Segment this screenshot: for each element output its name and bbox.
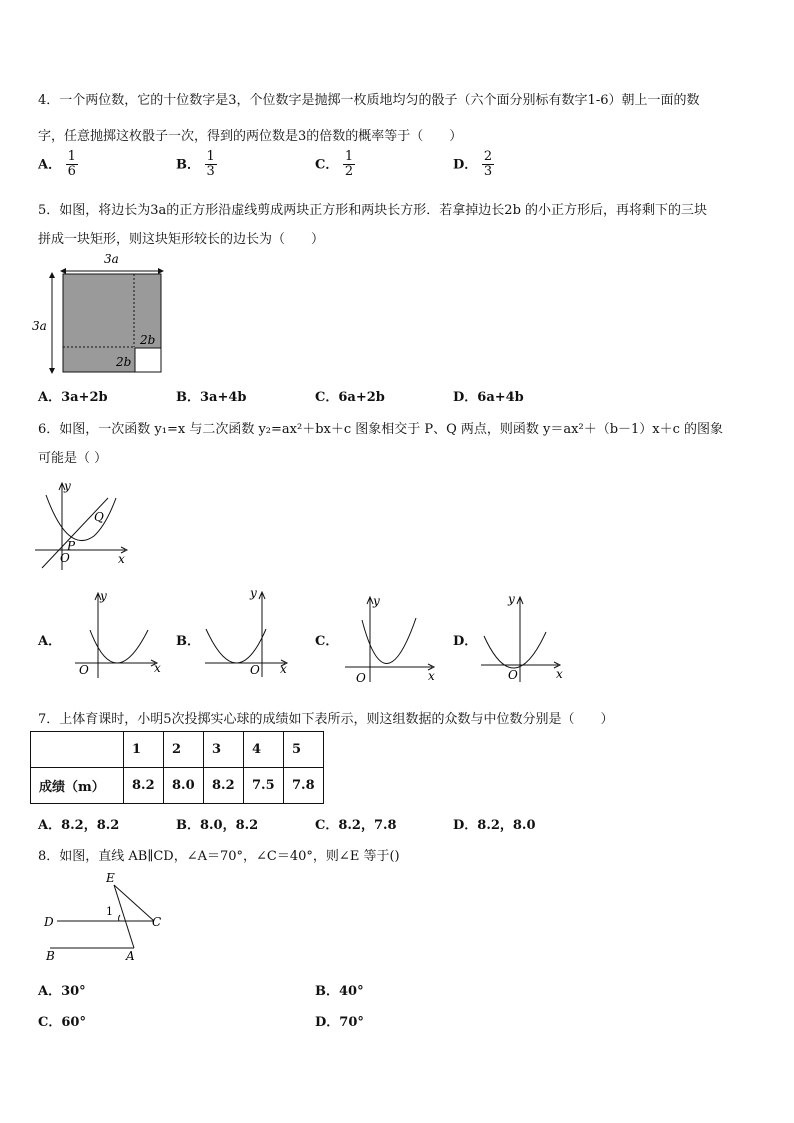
q5-line2: 拼成一块矩形，则这块矩形较长的边长为（ ）: [38, 232, 325, 247]
small-square: [135, 348, 161, 372]
q5-square-figure: [30, 248, 180, 378]
q5-option-a: A．3a+2b: [38, 390, 108, 405]
svg-text:y: y: [373, 594, 380, 608]
table-cell: 3: [204, 732, 244, 768]
table-cell: 1: [124, 732, 164, 768]
label-d: D: [44, 915, 54, 929]
q7-option-c: C．8.2，7.8: [315, 818, 397, 833]
table-header-row: [31, 732, 324, 768]
q8-text: 8．如图，直线 AB∥CD，∠A＝70°，∠C＝40°，则∠E 等于(): [38, 849, 400, 864]
parabola: [90, 630, 148, 663]
table-row: [31, 768, 324, 804]
svg-text:O: O: [356, 671, 366, 685]
inner-label-bottom: 2b: [116, 355, 132, 369]
x-label: x: [118, 552, 125, 566]
svg-text:x: x: [428, 669, 435, 683]
table-cell: 4: [244, 732, 284, 768]
q6-option-c-graph: [340, 590, 445, 690]
table-cell: 8.0: [164, 768, 204, 804]
inner-label-right: 2b: [140, 333, 156, 347]
svg-text:O: O: [508, 668, 518, 682]
q5-option-c: C．6a+2b: [315, 390, 385, 405]
svg-text:y: y: [250, 586, 257, 600]
q5-option-b: B．3a+4b: [176, 390, 247, 405]
table-cell: 8.2: [204, 768, 244, 804]
q8-option-d: D．70°: [315, 1015, 364, 1030]
q5-option-d: D．6a+4b: [453, 390, 524, 405]
table-cell: 7.8: [284, 768, 324, 804]
fraction: $\frac{2}{3}$: [483, 149, 493, 180]
q4-line1: 4．一个两位数，它的十位数字是3，个位数字是抛掷一枚质地均匀的骰子（六个面分别标有数字1-6）朝上一面的数: [38, 93, 700, 108]
svg-text:O: O: [250, 663, 260, 677]
table-cell: 2: [164, 732, 204, 768]
table-cell: 5: [284, 732, 324, 768]
left-dimension-label: 3a: [32, 319, 47, 333]
parabola: [206, 629, 266, 663]
parabola-y2: [46, 495, 116, 541]
q6-line2: 可能是（ ）: [38, 451, 108, 466]
q7-option-a: A．8.2，8.2: [38, 818, 120, 833]
point-q-label: Q: [94, 510, 104, 524]
svg-text:x: x: [154, 661, 161, 675]
svg-text:O: O: [79, 663, 89, 677]
q6-line1: 6．如图，一次函数 y₁=x 与二次函数 y₂=ax²＋bx＋c 图象相交于 P、Q 两点，则函数 y＝ax²＋（b－1）x＋c 的图象: [38, 422, 724, 437]
label-b: B: [46, 949, 55, 963]
fraction: $\frac{1}{2}$: [344, 149, 354, 180]
label-a: A: [126, 949, 135, 963]
svg-text:x: x: [556, 667, 563, 681]
q6-option-d-letter: D．: [453, 634, 478, 649]
table-cell: 7.5: [244, 768, 284, 804]
q4-option-a: A． $\frac{1}{6}$: [38, 149, 76, 180]
q6-option-a-graph: [70, 588, 170, 688]
q8-option-b: B．40°: [315, 984, 364, 999]
origin-label: O: [60, 551, 70, 565]
q6-option-b-graph: [200, 585, 300, 685]
parabola: [484, 632, 546, 668]
svg-text:y: y: [508, 592, 515, 606]
q4-option-d: D． $\frac{2}{3}$: [453, 149, 493, 180]
q6-option-d-graph: [476, 590, 581, 690]
y-label: y: [64, 479, 71, 493]
q5-line1: 5．如图，将边长为3a的正方形沿虚线剪成两块正方形和两块长方形．若拿掉边长2b 的小正方形后，再将剩下的三块: [38, 203, 708, 218]
q6-option-a-letter: A．: [38, 634, 62, 649]
table-cell: [31, 732, 124, 768]
top-dimension-label: 3a: [104, 252, 119, 266]
table-cell: 8.2: [124, 768, 164, 804]
q6-main-graph: [30, 470, 140, 580]
table-cell: 成绩（m）: [31, 768, 124, 804]
q8-option-c: C．60°: [38, 1015, 86, 1030]
q8-option-a: A．30°: [38, 984, 86, 999]
fraction: $\frac{1}{6}$: [67, 149, 76, 180]
point-p-label: P: [67, 539, 76, 553]
label-e: E: [106, 872, 115, 885]
angle-label: 1: [106, 905, 113, 918]
q6-option-c-letter: C．: [315, 634, 339, 649]
q4-option-c: C． $\frac{1}{2}$: [315, 149, 354, 180]
q7-score-table: [30, 731, 324, 804]
q7-text: 7．上体育课时，小明5次投掷实心球的成绩如下表所示，则这组数据的众数与中位数分别是（ ）: [38, 712, 614, 727]
q7-option-d: D．8.2，8.0: [453, 818, 536, 833]
q7-option-b: B．8.0，8.2: [176, 818, 259, 833]
q4-option-b: B． $\frac{1}{3}$: [176, 149, 215, 180]
svg-text:y: y: [100, 589, 107, 603]
label-c: C: [152, 915, 162, 929]
q4-line2: 字，任意抛掷这枚骰子一次，得到的两位数是3的倍数的概率等于（ ）: [38, 129, 463, 144]
svg-text:x: x: [280, 662, 287, 676]
fraction: $\frac{1}{3}$: [206, 149, 215, 180]
q6-option-b-letter: B．: [176, 634, 200, 649]
q8-parallel-lines-figure: [40, 872, 180, 964]
